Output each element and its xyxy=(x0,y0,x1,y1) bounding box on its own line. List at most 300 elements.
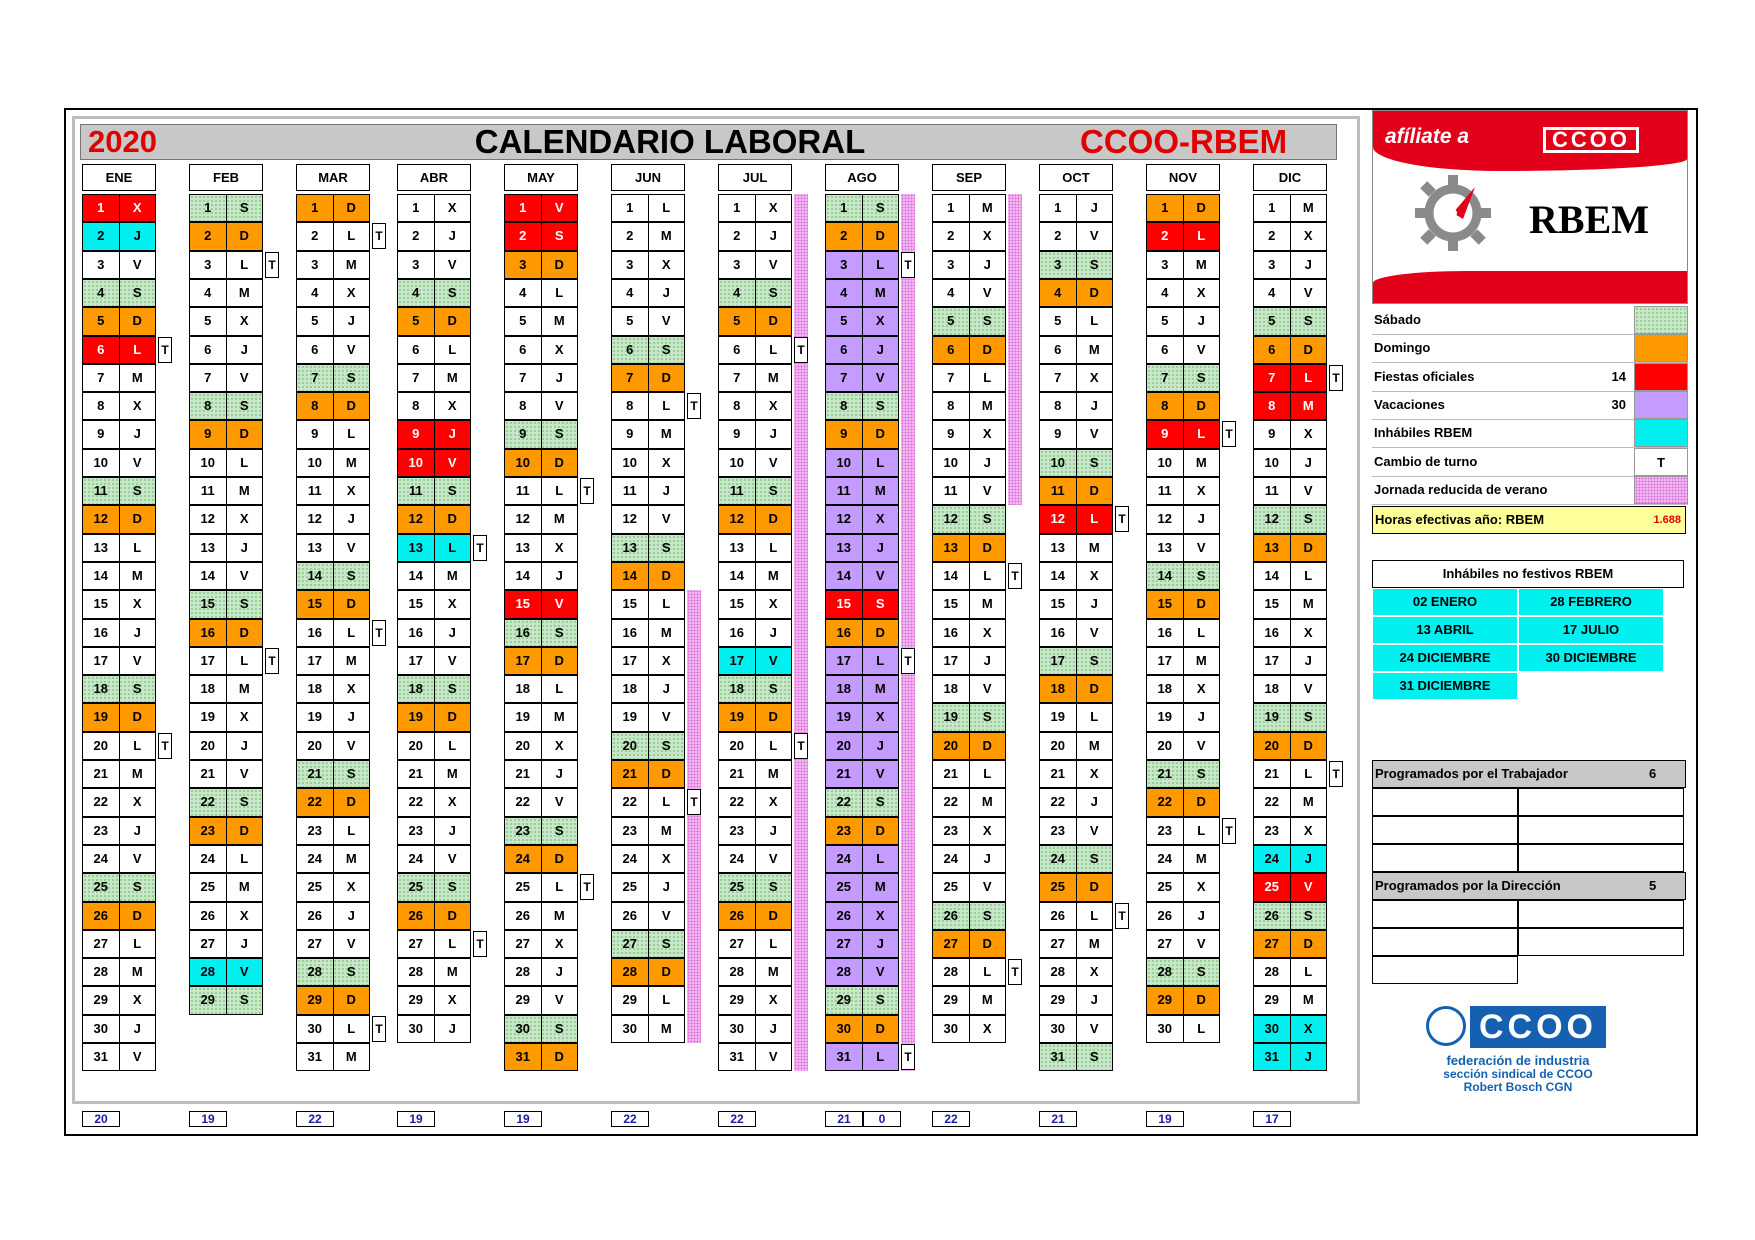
day-row[interactable] xyxy=(82,1015,156,1043)
day-row[interactable] xyxy=(82,222,156,250)
day-row[interactable] xyxy=(1146,307,1220,335)
day-row[interactable] xyxy=(504,222,578,250)
day-row[interactable] xyxy=(1253,477,1327,505)
day-row[interactable] xyxy=(825,873,899,901)
day-row[interactable] xyxy=(189,279,263,307)
day-row[interactable] xyxy=(1039,788,1113,816)
day-row[interactable] xyxy=(504,930,578,958)
day-row[interactable] xyxy=(932,958,1006,986)
day-row[interactable] xyxy=(1253,958,1327,986)
day-row[interactable] xyxy=(397,873,471,901)
day-row[interactable] xyxy=(296,1043,370,1071)
day-row[interactable] xyxy=(504,732,578,760)
day-row[interactable] xyxy=(504,562,578,590)
day-row[interactable] xyxy=(825,477,899,505)
day-row[interactable] xyxy=(296,505,370,533)
day-row[interactable] xyxy=(1039,562,1113,590)
day-row[interactable] xyxy=(611,675,685,703)
day-row[interactable] xyxy=(1253,902,1327,930)
day-row[interactable] xyxy=(296,364,370,392)
day-row[interactable] xyxy=(1253,562,1327,590)
day-row[interactable] xyxy=(825,279,899,307)
day-row[interactable] xyxy=(1039,619,1113,647)
day-row[interactable] xyxy=(718,619,792,647)
day-row[interactable] xyxy=(82,647,156,675)
day-row[interactable] xyxy=(82,703,156,731)
table-cell[interactable] xyxy=(1372,816,1518,844)
day-row[interactable] xyxy=(82,1043,156,1071)
day-row[interactable] xyxy=(296,420,370,448)
day-row[interactable] xyxy=(611,930,685,958)
day-row[interactable] xyxy=(189,222,263,250)
day-row[interactable] xyxy=(718,873,792,901)
day-row[interactable] xyxy=(611,251,685,279)
day-row[interactable] xyxy=(1039,902,1113,930)
day-row[interactable] xyxy=(82,902,156,930)
day-row[interactable] xyxy=(932,1015,1006,1043)
day-row[interactable] xyxy=(825,760,899,788)
day-row[interactable] xyxy=(718,590,792,618)
day-row[interactable] xyxy=(825,1015,899,1043)
day-row[interactable] xyxy=(504,986,578,1014)
day-row[interactable] xyxy=(825,505,899,533)
day-row[interactable] xyxy=(932,534,1006,562)
day-row[interactable] xyxy=(296,477,370,505)
day-row[interactable] xyxy=(1039,647,1113,675)
day-row[interactable] xyxy=(932,845,1006,873)
day-row[interactable] xyxy=(825,590,899,618)
day-row[interactable] xyxy=(189,392,263,420)
day-row[interactable] xyxy=(932,279,1006,307)
day-row[interactable] xyxy=(1039,194,1113,222)
day-row[interactable] xyxy=(611,873,685,901)
day-row[interactable] xyxy=(1039,930,1113,958)
day-row[interactable] xyxy=(1253,336,1327,364)
day-row[interactable] xyxy=(825,845,899,873)
day-row[interactable] xyxy=(189,420,263,448)
day-row[interactable] xyxy=(1253,222,1327,250)
day-row[interactable] xyxy=(1146,732,1220,760)
day-row[interactable] xyxy=(825,364,899,392)
day-row[interactable] xyxy=(611,619,685,647)
day-row[interactable] xyxy=(718,307,792,335)
day-row[interactable] xyxy=(718,647,792,675)
day-row[interactable] xyxy=(718,251,792,279)
day-row[interactable] xyxy=(1253,930,1327,958)
day-row[interactable] xyxy=(296,902,370,930)
day-row[interactable] xyxy=(718,194,792,222)
day-row[interactable] xyxy=(611,845,685,873)
day-row[interactable] xyxy=(1253,307,1327,335)
day-row[interactable] xyxy=(189,817,263,845)
table-cell[interactable] xyxy=(1372,788,1518,816)
day-row[interactable] xyxy=(718,505,792,533)
day-row[interactable] xyxy=(1039,873,1113,901)
day-row[interactable] xyxy=(504,703,578,731)
day-row[interactable] xyxy=(932,477,1006,505)
day-row[interactable] xyxy=(825,307,899,335)
day-row[interactable] xyxy=(504,420,578,448)
day-row[interactable] xyxy=(397,307,471,335)
day-row[interactable] xyxy=(296,251,370,279)
day-row[interactable] xyxy=(1253,590,1327,618)
day-row[interactable] xyxy=(296,449,370,477)
day-row[interactable] xyxy=(1039,845,1113,873)
day-row[interactable] xyxy=(1146,817,1220,845)
day-row[interactable] xyxy=(611,817,685,845)
day-row[interactable] xyxy=(611,760,685,788)
day-row[interactable] xyxy=(718,420,792,448)
day-row[interactable] xyxy=(1039,1043,1113,1071)
day-row[interactable] xyxy=(1253,505,1327,533)
day-row[interactable] xyxy=(397,817,471,845)
day-row[interactable] xyxy=(718,788,792,816)
day-row[interactable] xyxy=(1039,477,1113,505)
day-row[interactable] xyxy=(932,505,1006,533)
day-row[interactable] xyxy=(296,703,370,731)
day-row[interactable] xyxy=(1253,364,1327,392)
day-row[interactable] xyxy=(1146,986,1220,1014)
day-row[interactable] xyxy=(1146,958,1220,986)
day-row[interactable] xyxy=(82,958,156,986)
day-row[interactable] xyxy=(932,222,1006,250)
day-row[interactable] xyxy=(611,986,685,1014)
day-row[interactable] xyxy=(189,845,263,873)
day-row[interactable] xyxy=(1146,675,1220,703)
day-row[interactable] xyxy=(397,760,471,788)
table-cell[interactable] xyxy=(1518,900,1684,928)
day-row[interactable] xyxy=(1146,194,1220,222)
day-row[interactable] xyxy=(932,788,1006,816)
day-row[interactable] xyxy=(504,534,578,562)
day-row[interactable] xyxy=(611,222,685,250)
day-row[interactable] xyxy=(718,364,792,392)
day-row[interactable] xyxy=(1039,958,1113,986)
day-row[interactable] xyxy=(82,307,156,335)
day-row[interactable] xyxy=(825,788,899,816)
day-row[interactable] xyxy=(825,336,899,364)
day-row[interactable] xyxy=(932,703,1006,731)
day-row[interactable] xyxy=(296,788,370,816)
day-row[interactable] xyxy=(718,845,792,873)
day-row[interactable] xyxy=(611,449,685,477)
day-row[interactable] xyxy=(611,703,685,731)
day-row[interactable] xyxy=(718,392,792,420)
day-row[interactable] xyxy=(825,562,899,590)
day-row[interactable] xyxy=(397,732,471,760)
day-row[interactable] xyxy=(932,986,1006,1014)
day-row[interactable] xyxy=(82,420,156,448)
day-row[interactable] xyxy=(1039,817,1113,845)
day-row[interactable] xyxy=(718,1015,792,1043)
day-row[interactable] xyxy=(1146,364,1220,392)
day-row[interactable] xyxy=(296,675,370,703)
day-row[interactable] xyxy=(82,760,156,788)
day-row[interactable] xyxy=(296,845,370,873)
day-row[interactable] xyxy=(1253,873,1327,901)
day-row[interactable] xyxy=(1039,449,1113,477)
day-row[interactable] xyxy=(1146,336,1220,364)
day-row[interactable] xyxy=(611,194,685,222)
day-row[interactable] xyxy=(504,873,578,901)
day-row[interactable] xyxy=(718,336,792,364)
day-row[interactable] xyxy=(1039,590,1113,618)
day-row[interactable] xyxy=(825,647,899,675)
day-row[interactable] xyxy=(1039,420,1113,448)
day-row[interactable] xyxy=(82,194,156,222)
day-row[interactable] xyxy=(1146,703,1220,731)
day-row[interactable] xyxy=(718,675,792,703)
day-row[interactable] xyxy=(1146,590,1220,618)
day-row[interactable] xyxy=(189,307,263,335)
day-row[interactable] xyxy=(1146,392,1220,420)
day-row[interactable] xyxy=(296,307,370,335)
day-row[interactable] xyxy=(932,364,1006,392)
day-row[interactable] xyxy=(825,732,899,760)
day-row[interactable] xyxy=(932,590,1006,618)
day-row[interactable] xyxy=(611,732,685,760)
day-row[interactable] xyxy=(1146,788,1220,816)
day-row[interactable] xyxy=(932,902,1006,930)
day-row[interactable] xyxy=(932,562,1006,590)
day-row[interactable] xyxy=(611,392,685,420)
day-row[interactable] xyxy=(1146,279,1220,307)
table-cell[interactable] xyxy=(1518,928,1684,956)
day-row[interactable] xyxy=(397,619,471,647)
day-row[interactable] xyxy=(397,364,471,392)
day-row[interactable] xyxy=(189,647,263,675)
day-row[interactable] xyxy=(1146,534,1220,562)
day-row[interactable] xyxy=(504,788,578,816)
day-row[interactable] xyxy=(932,817,1006,845)
day-row[interactable] xyxy=(1039,279,1113,307)
day-row[interactable] xyxy=(1146,902,1220,930)
day-row[interactable] xyxy=(1146,760,1220,788)
day-row[interactable] xyxy=(296,760,370,788)
day-row[interactable] xyxy=(825,449,899,477)
day-row[interactable] xyxy=(296,194,370,222)
day-row[interactable] xyxy=(82,336,156,364)
day-row[interactable] xyxy=(504,449,578,477)
day-row[interactable] xyxy=(825,675,899,703)
day-row[interactable] xyxy=(296,336,370,364)
day-row[interactable] xyxy=(1253,788,1327,816)
day-row[interactable] xyxy=(718,477,792,505)
day-row[interactable] xyxy=(189,703,263,731)
day-row[interactable] xyxy=(1039,222,1113,250)
day-row[interactable] xyxy=(82,364,156,392)
day-row[interactable] xyxy=(825,703,899,731)
day-row[interactable] xyxy=(82,392,156,420)
day-row[interactable] xyxy=(504,392,578,420)
day-row[interactable] xyxy=(1253,619,1327,647)
day-row[interactable] xyxy=(718,760,792,788)
day-row[interactable] xyxy=(1253,251,1327,279)
day-row[interactable] xyxy=(932,449,1006,477)
table-cell[interactable] xyxy=(1372,956,1518,984)
day-row[interactable] xyxy=(189,336,263,364)
day-row[interactable] xyxy=(932,760,1006,788)
table-cell[interactable] xyxy=(1518,816,1684,844)
day-row[interactable] xyxy=(718,930,792,958)
day-row[interactable] xyxy=(932,251,1006,279)
day-row[interactable] xyxy=(82,477,156,505)
day-row[interactable] xyxy=(1146,420,1220,448)
day-row[interactable] xyxy=(397,477,471,505)
day-row[interactable] xyxy=(1146,505,1220,533)
day-row[interactable] xyxy=(82,449,156,477)
day-row[interactable] xyxy=(825,902,899,930)
day-row[interactable] xyxy=(1039,251,1113,279)
day-row[interactable] xyxy=(504,251,578,279)
day-row[interactable] xyxy=(504,336,578,364)
day-row[interactable] xyxy=(397,647,471,675)
day-row[interactable] xyxy=(504,958,578,986)
day-row[interactable] xyxy=(296,279,370,307)
day-row[interactable] xyxy=(611,647,685,675)
day-row[interactable] xyxy=(504,590,578,618)
day-row[interactable] xyxy=(397,336,471,364)
day-row[interactable] xyxy=(718,703,792,731)
day-row[interactable] xyxy=(504,194,578,222)
day-row[interactable] xyxy=(1253,647,1327,675)
day-row[interactable] xyxy=(611,1015,685,1043)
day-row[interactable] xyxy=(82,251,156,279)
day-row[interactable] xyxy=(296,958,370,986)
day-row[interactable] xyxy=(189,902,263,930)
day-row[interactable] xyxy=(82,675,156,703)
day-row[interactable] xyxy=(1146,251,1220,279)
day-row[interactable] xyxy=(504,505,578,533)
day-row[interactable] xyxy=(189,930,263,958)
day-row[interactable] xyxy=(397,902,471,930)
day-row[interactable] xyxy=(504,760,578,788)
day-row[interactable] xyxy=(1039,364,1113,392)
day-row[interactable] xyxy=(1146,873,1220,901)
day-row[interactable] xyxy=(932,732,1006,760)
day-row[interactable] xyxy=(611,279,685,307)
day-row[interactable] xyxy=(1253,845,1327,873)
day-row[interactable] xyxy=(397,279,471,307)
day-row[interactable] xyxy=(1253,279,1327,307)
day-row[interactable] xyxy=(189,194,263,222)
day-row[interactable] xyxy=(718,279,792,307)
day-row[interactable] xyxy=(82,732,156,760)
day-row[interactable] xyxy=(397,845,471,873)
day-row[interactable] xyxy=(397,675,471,703)
day-row[interactable] xyxy=(189,986,263,1014)
day-row[interactable] xyxy=(825,1043,899,1071)
day-row[interactable] xyxy=(82,505,156,533)
day-row[interactable] xyxy=(611,420,685,448)
day-row[interactable] xyxy=(611,788,685,816)
day-row[interactable] xyxy=(397,562,471,590)
day-row[interactable] xyxy=(296,873,370,901)
day-row[interactable] xyxy=(82,873,156,901)
day-row[interactable] xyxy=(1146,1015,1220,1043)
day-row[interactable] xyxy=(296,222,370,250)
day-row[interactable] xyxy=(82,817,156,845)
day-row[interactable] xyxy=(504,477,578,505)
table-cell[interactable] xyxy=(1518,788,1684,816)
day-row[interactable] xyxy=(82,590,156,618)
day-row[interactable] xyxy=(1253,1043,1327,1071)
day-row[interactable] xyxy=(189,477,263,505)
day-row[interactable] xyxy=(189,449,263,477)
day-row[interactable] xyxy=(1039,675,1113,703)
day-row[interactable] xyxy=(611,562,685,590)
day-row[interactable] xyxy=(718,817,792,845)
day-row[interactable] xyxy=(718,222,792,250)
day-row[interactable] xyxy=(296,986,370,1014)
day-row[interactable] xyxy=(932,420,1006,448)
day-row[interactable] xyxy=(825,958,899,986)
day-row[interactable] xyxy=(296,562,370,590)
day-row[interactable] xyxy=(611,534,685,562)
day-row[interactable] xyxy=(82,930,156,958)
day-row[interactable] xyxy=(397,251,471,279)
day-row[interactable] xyxy=(397,392,471,420)
day-row[interactable] xyxy=(932,336,1006,364)
day-row[interactable] xyxy=(189,562,263,590)
day-row[interactable] xyxy=(189,590,263,618)
day-row[interactable] xyxy=(296,534,370,562)
day-row[interactable] xyxy=(397,222,471,250)
day-row[interactable] xyxy=(397,534,471,562)
day-row[interactable] xyxy=(932,392,1006,420)
day-row[interactable] xyxy=(825,392,899,420)
day-row[interactable] xyxy=(1253,194,1327,222)
day-row[interactable] xyxy=(397,449,471,477)
table-cell[interactable] xyxy=(1518,844,1684,872)
day-row[interactable] xyxy=(82,534,156,562)
day-row[interactable] xyxy=(932,930,1006,958)
day-row[interactable] xyxy=(825,817,899,845)
day-row[interactable] xyxy=(397,930,471,958)
day-row[interactable] xyxy=(397,958,471,986)
day-row[interactable] xyxy=(932,647,1006,675)
day-row[interactable] xyxy=(397,1015,471,1043)
day-row[interactable] xyxy=(397,194,471,222)
day-row[interactable] xyxy=(1146,449,1220,477)
day-row[interactable] xyxy=(504,307,578,335)
day-row[interactable] xyxy=(82,845,156,873)
day-row[interactable] xyxy=(825,986,899,1014)
day-row[interactable] xyxy=(718,534,792,562)
day-row[interactable] xyxy=(189,788,263,816)
day-row[interactable] xyxy=(189,251,263,279)
day-row[interactable] xyxy=(1039,505,1113,533)
day-row[interactable] xyxy=(932,307,1006,335)
day-row[interactable] xyxy=(1253,675,1327,703)
day-row[interactable] xyxy=(397,590,471,618)
day-row[interactable] xyxy=(1039,307,1113,335)
day-row[interactable] xyxy=(504,1043,578,1071)
day-row[interactable] xyxy=(504,647,578,675)
day-row[interactable] xyxy=(1039,534,1113,562)
day-row[interactable] xyxy=(1253,817,1327,845)
day-row[interactable] xyxy=(504,845,578,873)
day-row[interactable] xyxy=(611,505,685,533)
day-row[interactable] xyxy=(504,364,578,392)
day-row[interactable] xyxy=(189,364,263,392)
day-row[interactable] xyxy=(1253,703,1327,731)
day-row[interactable] xyxy=(1039,336,1113,364)
day-row[interactable] xyxy=(1146,222,1220,250)
day-row[interactable] xyxy=(189,534,263,562)
day-row[interactable] xyxy=(718,562,792,590)
day-row[interactable] xyxy=(504,1015,578,1043)
